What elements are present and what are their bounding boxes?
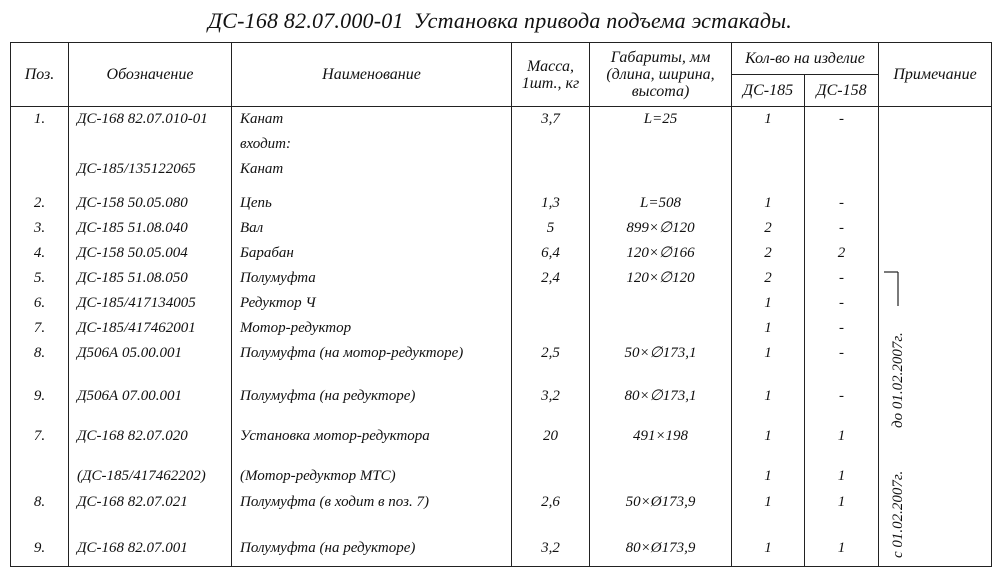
row-qty-ds158: 1 bbox=[805, 536, 879, 567]
table-row bbox=[11, 490, 992, 536]
row-note bbox=[879, 384, 992, 424]
row-dimensions bbox=[590, 157, 732, 191]
row-mass: 2,4 bbox=[512, 266, 590, 291]
row-designation: Д506А 07.00.001 bbox=[69, 384, 232, 424]
row-mass bbox=[512, 464, 590, 490]
row-qty-ds158: - bbox=[805, 291, 879, 316]
row-dimensions: 899×∅120 bbox=[590, 216, 732, 241]
row-qty-ds185: 1 bbox=[732, 191, 805, 216]
row-dimensions bbox=[590, 464, 732, 490]
row-designation: ДС-185 51.08.040 bbox=[69, 216, 232, 241]
row-qty-ds158: - bbox=[805, 316, 879, 341]
row-pos: 6. bbox=[11, 291, 69, 316]
row-designation: Д506А 05.00.001 bbox=[69, 341, 232, 384]
row-note bbox=[879, 490, 992, 536]
header-qty-ds158: ДС-158 bbox=[805, 75, 879, 107]
table-row bbox=[11, 191, 992, 216]
row-note bbox=[879, 316, 992, 341]
row-qty-ds185: 1 bbox=[732, 107, 805, 133]
header-quantity: Кол-во на изделие bbox=[732, 43, 879, 75]
row-designation bbox=[69, 132, 232, 157]
row-qty-ds158 bbox=[805, 157, 879, 191]
row-dimensions: 50×Ø173,9 bbox=[590, 490, 732, 536]
row-pos: 8. bbox=[11, 341, 69, 384]
row-qty-ds185: 1 bbox=[732, 536, 805, 567]
table-row bbox=[11, 424, 992, 464]
row-note bbox=[879, 216, 992, 241]
header-pos: Поз. bbox=[11, 43, 69, 107]
row-designation: ДС-168 82.07.010-01 bbox=[69, 107, 232, 133]
table-row bbox=[11, 291, 992, 316]
row-qty-ds185: 2 bbox=[732, 241, 805, 266]
row-qty-ds158: 1 bbox=[805, 490, 879, 536]
table-row bbox=[11, 341, 992, 384]
row-qty-ds185: 1 bbox=[732, 316, 805, 341]
header-note: Примечание bbox=[879, 43, 992, 107]
table-row bbox=[11, 384, 992, 424]
row-mass bbox=[512, 157, 590, 191]
row-pos: 9. bbox=[11, 384, 69, 424]
row-name: Барабан bbox=[232, 241, 512, 266]
row-qty-ds185: 1 bbox=[732, 424, 805, 464]
row-note bbox=[879, 157, 992, 191]
row-name: Полумуфта bbox=[232, 266, 512, 291]
document-title bbox=[0, 4, 1000, 38]
row-name: Полумуфта (на редукторе) bbox=[232, 536, 512, 567]
row-qty-ds158 bbox=[805, 132, 879, 157]
row-qty-ds158: - bbox=[805, 191, 879, 216]
title-text: Установка привода подъема эстакады. bbox=[413, 8, 792, 33]
row-name: Установка мотор-редуктора bbox=[232, 424, 512, 464]
row-qty-ds185 bbox=[732, 132, 805, 157]
row-dimensions: L=25 bbox=[590, 107, 732, 133]
row-dimensions: 120×∅166 bbox=[590, 241, 732, 266]
row-qty-ds185: 2 bbox=[732, 266, 805, 291]
row-designation: (ДС-185/417462202) bbox=[69, 464, 232, 490]
row-qty-ds185: 1 bbox=[732, 464, 805, 490]
row-qty-ds185: 1 bbox=[732, 384, 805, 424]
row-designation: ДС-158 50.05.080 bbox=[69, 191, 232, 216]
row-note bbox=[879, 424, 992, 464]
row-dimensions: 80×Ø173,9 bbox=[590, 536, 732, 567]
row-designation: ДС-185/135122065 bbox=[69, 157, 232, 191]
row-qty-ds185: 1 bbox=[732, 291, 805, 316]
row-name: входит: bbox=[232, 132, 512, 157]
row-qty-ds185: 1 bbox=[732, 490, 805, 536]
table-row bbox=[11, 464, 992, 490]
header-name: Наименование bbox=[232, 43, 512, 107]
header-designation: Обозначение bbox=[69, 43, 232, 107]
header-mass: Масса, 1шт., кг bbox=[512, 43, 590, 107]
row-mass: 5 bbox=[512, 216, 590, 241]
row-name: Вал bbox=[232, 216, 512, 241]
row-qty-ds158: - bbox=[805, 107, 879, 133]
row-designation: ДС-185/417134005 bbox=[69, 291, 232, 316]
row-mass: 20 bbox=[512, 424, 590, 464]
row-note bbox=[879, 464, 992, 490]
row-pos: 3. bbox=[11, 216, 69, 241]
row-dimensions: 50×∅173,1 bbox=[590, 341, 732, 384]
row-pos bbox=[11, 464, 69, 490]
row-note bbox=[879, 266, 992, 291]
row-qty-ds185: 2 bbox=[732, 216, 805, 241]
annotation-until: до 01.02.2007г. bbox=[890, 332, 906, 428]
row-pos: 8. bbox=[11, 490, 69, 536]
row-qty-ds158: - bbox=[805, 266, 879, 291]
table-row bbox=[11, 216, 992, 241]
row-mass: 2,6 bbox=[512, 490, 590, 536]
row-note bbox=[879, 191, 992, 216]
row-name: Полумуфта (на редукторе) bbox=[232, 384, 512, 424]
title-code: ДС-168 82.07.000-01 bbox=[208, 8, 404, 33]
row-name: Канат bbox=[232, 107, 512, 133]
row-mass bbox=[512, 291, 590, 316]
row-mass: 6,4 bbox=[512, 241, 590, 266]
row-pos: 7. bbox=[11, 316, 69, 341]
row-name: Канат bbox=[232, 157, 512, 191]
table-row bbox=[11, 266, 992, 291]
row-qty-ds158: - bbox=[805, 216, 879, 241]
row-dimensions: L=508 bbox=[590, 191, 732, 216]
row-pos: 2. bbox=[11, 191, 69, 216]
row-dimensions: 120×∅120 bbox=[590, 266, 732, 291]
row-mass: 3,7 bbox=[512, 107, 590, 133]
annotation-from: с 01.02.2007г. bbox=[890, 470, 906, 558]
row-mass: 2,5 bbox=[512, 341, 590, 384]
row-designation: ДС-168 82.07.020 bbox=[69, 424, 232, 464]
row-mass: 3,2 bbox=[512, 384, 590, 424]
table-row bbox=[11, 107, 992, 133]
row-dimensions bbox=[590, 316, 732, 341]
row-dimensions bbox=[590, 291, 732, 316]
row-qty-ds158: 2 bbox=[805, 241, 879, 266]
header-qty-ds185: ДС-185 bbox=[732, 75, 805, 107]
row-designation: ДС-168 82.07.021 bbox=[69, 490, 232, 536]
table-row bbox=[11, 316, 992, 341]
spec-table bbox=[10, 42, 992, 567]
row-pos bbox=[11, 132, 69, 157]
row-note bbox=[879, 241, 992, 266]
row-pos: 4. bbox=[11, 241, 69, 266]
row-qty-ds158: 1 bbox=[805, 424, 879, 464]
row-designation: ДС-185 51.08.050 bbox=[69, 266, 232, 291]
row-qty-ds158: 1 bbox=[805, 464, 879, 490]
row-pos: 5. bbox=[11, 266, 69, 291]
row-note bbox=[879, 536, 992, 567]
row-designation: ДС-168 82.07.001 bbox=[69, 536, 232, 567]
row-pos: 9. bbox=[11, 536, 69, 567]
table-row bbox=[11, 536, 992, 567]
row-dimensions bbox=[590, 132, 732, 157]
row-qty-ds158: - bbox=[805, 341, 879, 384]
row-mass: 1,3 bbox=[512, 191, 590, 216]
row-note bbox=[879, 291, 992, 316]
row-pos bbox=[11, 157, 69, 191]
row-name: Цепь bbox=[232, 191, 512, 216]
row-note bbox=[879, 132, 992, 157]
row-name: Мотор-редуктор bbox=[232, 316, 512, 341]
row-name: Полумуфта (на мотор-редукторе) bbox=[232, 341, 512, 384]
row-qty-ds185: 1 bbox=[732, 341, 805, 384]
row-name: (Мотор-редуктор МТС) bbox=[232, 464, 512, 490]
table-row bbox=[11, 157, 992, 191]
row-designation: ДС-185/417462001 bbox=[69, 316, 232, 341]
row-qty-ds185 bbox=[732, 157, 805, 191]
row-mass bbox=[512, 316, 590, 341]
row-note bbox=[879, 107, 992, 133]
row-note bbox=[879, 341, 992, 384]
row-pos: 7. bbox=[11, 424, 69, 464]
row-dimensions: 80×∅173,1 bbox=[590, 384, 732, 424]
row-name: Полумуфта (в ходит в поз. 7) bbox=[232, 490, 512, 536]
row-mass bbox=[512, 132, 590, 157]
header-dimensions: Габариты, мм (длина, ширина, высота) bbox=[590, 43, 732, 107]
table-row bbox=[11, 132, 992, 157]
row-dimensions: 491×198 bbox=[590, 424, 732, 464]
row-designation: ДС-158 50.05.004 bbox=[69, 241, 232, 266]
table-row bbox=[11, 241, 992, 266]
row-mass: 3,2 bbox=[512, 536, 590, 567]
row-pos: 1. bbox=[11, 107, 69, 133]
row-qty-ds158: - bbox=[805, 384, 879, 424]
row-name: Редуктор Ч bbox=[232, 291, 512, 316]
